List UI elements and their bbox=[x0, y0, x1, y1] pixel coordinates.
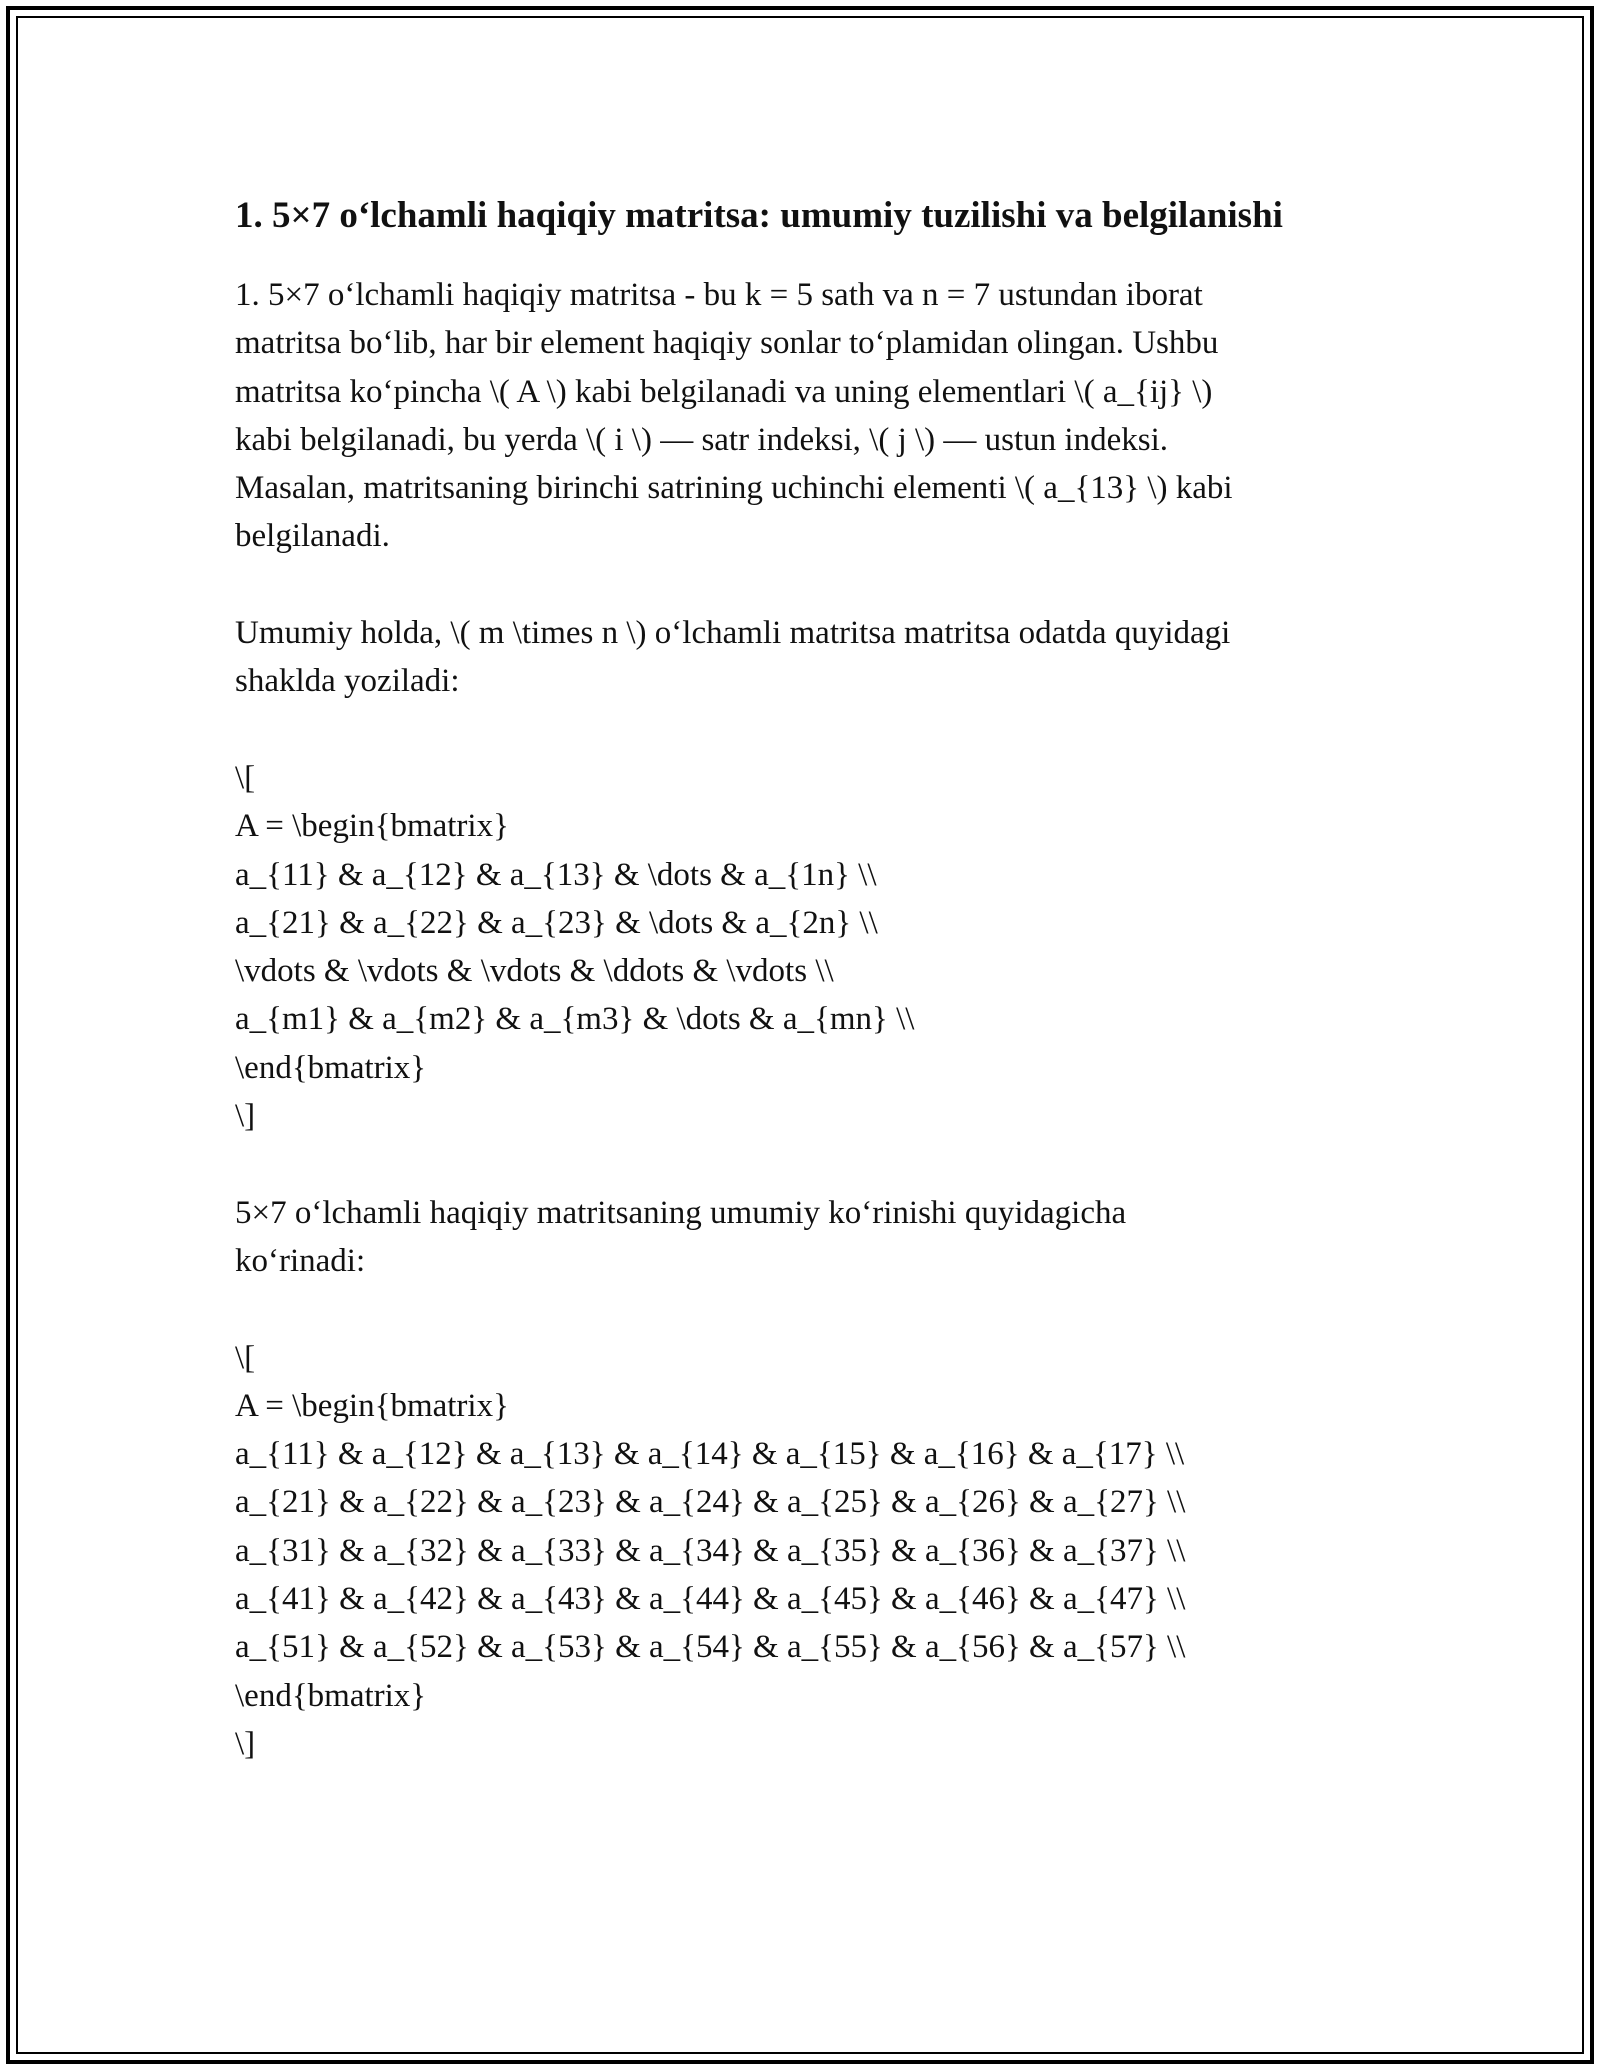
formula-line: \[ bbox=[235, 1339, 256, 1376]
text-line: matritsa ko‘pincha \( A \) kabi belgilanadi va uning elementlari \( a_{ij} \) bbox=[235, 373, 1213, 410]
page-title: 1. 5×7 o‘lchamli haqiqiy matritsa: umumiy tuzilishi va belgilanishi bbox=[235, 195, 1283, 236]
formula-line: \end{bmatrix} bbox=[235, 1049, 427, 1086]
text-line: 5×7 o‘lchamli haqiqiy matritsaning umumiy ko‘rinishi quyidagicha bbox=[235, 1194, 1127, 1231]
formula-line: a_{11} & a_{12} & a_{13} & \dots & a_{1n} \\ bbox=[235, 856, 877, 893]
formula-line: \[ bbox=[235, 759, 256, 796]
text-line: shaklda yoziladi: bbox=[235, 663, 460, 700]
blank-line bbox=[235, 706, 1365, 754]
blank-line bbox=[235, 1140, 1365, 1188]
formula-line: a_{21} & a_{22} & a_{23} & \dots & a_{2n} \\ bbox=[235, 904, 878, 941]
formula-line: a_{51} & a_{52} & a_{53} & a_{54} & a_{55} & a_{56} & a_{57} \\ bbox=[235, 1629, 1186, 1666]
formula-line: \end{bmatrix} bbox=[235, 1677, 427, 1714]
formula-line: a_{31} & a_{32} & a_{33} & a_{34} & a_{35} & a_{36} & a_{37} \\ bbox=[235, 1532, 1186, 1569]
formula-line: \] bbox=[235, 1725, 256, 1762]
text-line: ko‘rinadi: bbox=[235, 1242, 366, 1279]
body-text bbox=[235, 271, 1365, 1768]
text-line: Umumiy holda, \( m \times n \) o‘lchamli matritsa matritsa odatda quyidagi bbox=[235, 615, 1231, 652]
document-body bbox=[235, 188, 1365, 1768]
blank-line bbox=[235, 1285, 1365, 1333]
text-line: kabi belgilanadi, bu yerda \( i \) — satr indeksi, \( j \) — ustun indeksi. bbox=[235, 421, 1168, 458]
formula-line: \vdots & \vdots & \vdots & \ddots & \vdots \\ bbox=[235, 953, 834, 990]
formula-line: a_{21} & a_{22} & a_{23} & a_{24} & a_{25} & a_{26} & a_{27} \\ bbox=[235, 1484, 1186, 1521]
text-line: 1. 5×7 o‘lchamli haqiqiy matritsa - bu k = 5 sath va n = 7 ustundan iborat bbox=[235, 277, 1203, 313]
text-line: Masalan, matritsaning birinchi satrining uchinchi elementi \( a_{13} \) kabi bbox=[235, 470, 1233, 507]
blank-line bbox=[235, 561, 1365, 609]
formula-line: A = \begin{bmatrix} bbox=[235, 1387, 509, 1424]
text-line: matritsa bo‘lib, har bir element haqiqiy sonlar to‘plamidan olingan. Ushbu bbox=[235, 325, 1219, 362]
formula-line: A = \begin{bmatrix} bbox=[235, 808, 509, 845]
formula-line: \] bbox=[235, 1098, 256, 1135]
text-line: belgilanadi. bbox=[235, 518, 390, 555]
formula-line: a_{41} & a_{42} & a_{43} & a_{44} & a_{45} & a_{46} & a_{47} \\ bbox=[235, 1581, 1186, 1618]
formula-line: a_{11} & a_{12} & a_{13} & a_{14} & a_{15} & a_{16} & a_{17} \\ bbox=[235, 1436, 1185, 1473]
formula-line: a_{m1} & a_{m2} & a_{m3} & \dots & a_{mn} \\ bbox=[235, 1001, 915, 1038]
